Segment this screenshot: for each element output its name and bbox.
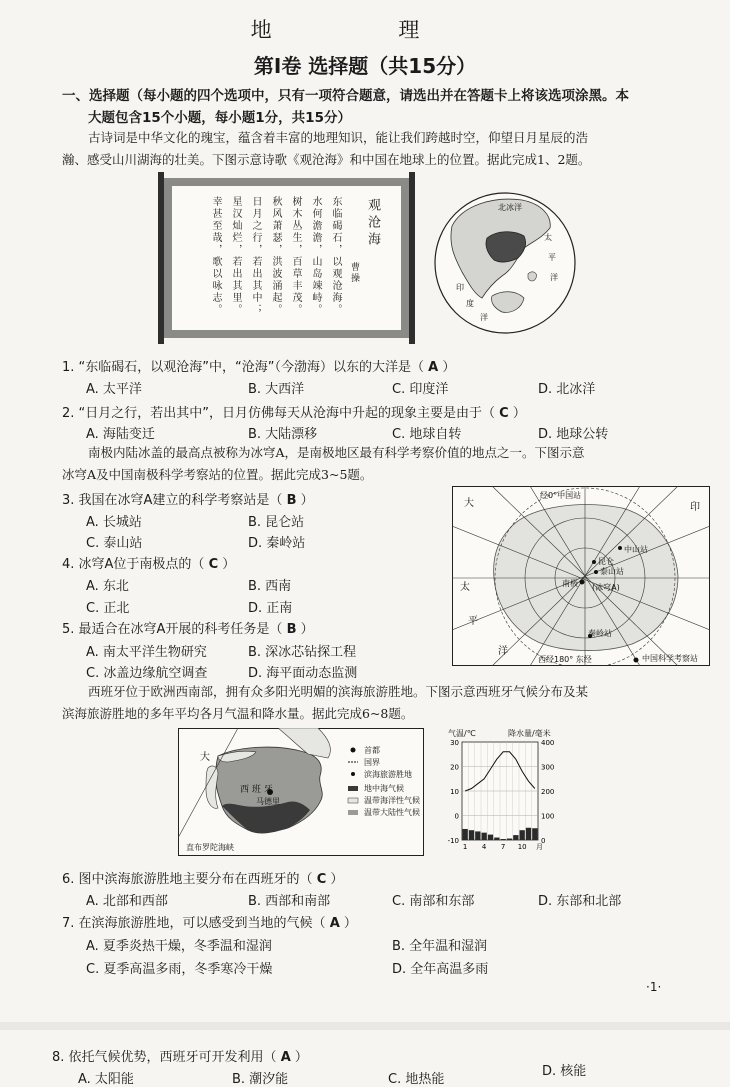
- spain-legend-resort: 滨海旅游胜地: [364, 770, 412, 779]
- climate-left-tick: 20: [450, 763, 459, 772]
- q1-stem: 1. “东临碣石，以观沧海”中，“沧海”（今渤海）以东的大洋是（: [62, 360, 424, 375]
- q1-option-b: B. 大西洋: [248, 382, 305, 397]
- antarctic-label-south-pole: 南极: [562, 579, 578, 588]
- spain-legend-continental: 温带大陆性气候: [364, 808, 420, 817]
- climate-right-tick: 200: [541, 788, 555, 796]
- intro1-line2: 瀚、感受山川湖海的壮美。下图示意诗歌《观沧海》和中国在地球上的位置。据此完成1、2题。: [62, 152, 591, 167]
- antarctic-label-pacific-1: 太: [460, 582, 470, 593]
- question-2: [62, 402, 526, 421]
- q8-close: ）: [294, 1050, 308, 1065]
- spain-legend-capital: 首都: [364, 746, 380, 755]
- globe-label-pacific-2: 平: [548, 253, 556, 262]
- q2-option-a: A. 海陆变迁: [86, 427, 155, 442]
- climate-precip-bar: [513, 835, 518, 840]
- antarctic-legend: 中国科学考察站: [642, 654, 698, 663]
- poem-line-4: 秋风萧瑟，洪波涌起。: [270, 196, 281, 316]
- q3-option-d: D. 秦岭站: [248, 536, 306, 551]
- spain-label-strait: 直布罗陀海峡: [186, 843, 234, 852]
- intro3-line1: 西班牙位于欧洲西南部，拥有众多阳光明媚的滨海旅游胜地。下图示意西班牙气候分布及某: [88, 684, 589, 699]
- q2-answer: C: [499, 406, 509, 421]
- q1-close: ）: [442, 360, 456, 375]
- globe-label-indian-3: 洋: [480, 313, 488, 322]
- intro2-line1: 南极内陆冰盖的最高点被称为冰穹A，是南极地区最有科学考察价值的地点之一。下图示意: [88, 445, 585, 460]
- globe-label-indian-1: 印: [456, 283, 464, 292]
- poem-line-1: 东临碣石，以观沧海。: [330, 196, 341, 316]
- q4-option-b: B. 西南: [248, 579, 292, 594]
- q8-option-d: D. 核能: [542, 1064, 587, 1079]
- climate-precip-bar: [463, 829, 468, 840]
- antarctic-label-indian: 印: [690, 502, 700, 513]
- poem-scroll-figure: [158, 172, 415, 344]
- q4-stem: 4. 冰穹A位于南极点的（: [62, 557, 205, 572]
- spain-label-ocean: 大: [200, 752, 210, 763]
- antarctic-label-meridian: 西经180° 东经: [538, 655, 592, 664]
- poem-author: 曹操: [349, 262, 359, 284]
- climate-x-unit: 月: [536, 843, 543, 851]
- question-8: [52, 1046, 308, 1065]
- q7-option-b: B. 全年温和湿润: [392, 939, 488, 954]
- climate-precip-bar: [469, 830, 474, 840]
- climate-precip-bar: [488, 835, 493, 840]
- q3-close: ）: [300, 493, 314, 508]
- question-1: [62, 356, 455, 375]
- question-5: [62, 618, 314, 637]
- q5-option-c: C. 冰盖边缘航空调查: [86, 666, 208, 681]
- climate-right-tick: 300: [541, 763, 555, 772]
- q8-option-a: A. 太阳能: [78, 1072, 134, 1087]
- q7-close: ）: [343, 916, 357, 931]
- antarctic-label-pacific-3: 洋: [498, 646, 508, 657]
- globe-figure: [432, 186, 578, 340]
- globe-label-arctic: 北冰洋: [498, 203, 522, 212]
- q1-answer: A: [428, 360, 439, 375]
- spain-legend-mediterranean: 地中海气候: [364, 784, 404, 793]
- section-instructions-line2: 大题包含15个小题，每小题1分，共15分）: [88, 110, 351, 126]
- climate-precip-bar: [520, 830, 525, 840]
- q7-answer: A: [329, 916, 340, 931]
- antarctic-label-zhongshan: 中山站: [624, 545, 648, 554]
- q4-option-a: A. 东北: [86, 579, 129, 594]
- climate-ylabel-left: 气温/℃: [448, 729, 476, 738]
- q5-option-a: A. 南太平洋生物研究: [86, 645, 207, 660]
- climate-x-tick: 10: [517, 843, 527, 851]
- q8-answer: A: [280, 1050, 291, 1065]
- antarctic-label-kunlun: 昆仑: [598, 557, 614, 566]
- antarctic-map-figure: [452, 486, 710, 666]
- poem-line-3: 树木丛生，百草丰茂。: [290, 196, 301, 316]
- q5-option-d: D. 海平面动态监测: [248, 666, 358, 681]
- q7-option-a: A. 夏季炎热干燥，冬季温和湿润: [86, 939, 272, 954]
- globe-label-pacific-1: 太: [544, 233, 552, 242]
- climate-right-tick: 100: [541, 812, 555, 821]
- climate-precip-bar: [501, 839, 506, 840]
- q2-option-b: B. 大陆漂移: [248, 427, 318, 442]
- q3-option-c: C. 泰山站: [86, 536, 143, 551]
- globe-label-indian-2: 度: [466, 299, 474, 308]
- q8-option-c: C. 地热能: [388, 1072, 445, 1087]
- page-number: ·1·: [646, 980, 662, 994]
- q6-close: ）: [330, 872, 344, 887]
- climate-precip-bar: [475, 831, 480, 840]
- intro2-line2: 冰穹A及中国南极科学考察站的位置。据此完成3~5题。: [62, 467, 373, 482]
- q6-answer: C: [316, 872, 327, 887]
- q7-option-d: D. 全年高温多雨: [392, 962, 489, 977]
- climate-left-tick: 30: [450, 739, 459, 747]
- climate-chart: [440, 728, 560, 856]
- antarctic-label-pacific-2: 平: [468, 616, 478, 627]
- q6-stem: 6. 图中滨海旅游胜地主要分布在西班牙的（: [62, 872, 313, 887]
- climate-right-tick: 400: [541, 739, 555, 747]
- climate-x-tick: 1: [462, 843, 468, 851]
- poem-line-7: 幸甚至哉，歌以咏志。: [210, 196, 221, 316]
- q8-stem: 8. 依托气候优势，西班牙可开发利用（: [52, 1050, 277, 1065]
- q3-answer: B: [286, 493, 297, 508]
- part-title: 第Ⅰ卷 选择题（共15分）: [253, 54, 477, 78]
- question-6: [62, 868, 343, 887]
- q2-close: ）: [512, 406, 526, 421]
- q2-stem: 2. “日月之行，若出其中”，日月仿佛每天从沧海中升起的现象主要是由于（: [62, 406, 496, 421]
- subject-title: 地 理: [250, 18, 480, 42]
- q4-option-d: D. 正南: [248, 601, 293, 616]
- q5-option-b: B. 深冰芯钻探工程: [248, 645, 357, 660]
- question-7: [62, 912, 357, 931]
- q6-option-c: C. 南部和东部: [392, 894, 475, 909]
- climate-right-tick: 0: [541, 837, 546, 845]
- antarctic-label-dome-a: (冰穹A): [592, 583, 620, 592]
- intro3-line2: 滨海旅游胜地的多年平均各月气温和降水量。据此完成6~8题。: [62, 706, 414, 721]
- globe-label-pacific-3: 洋: [550, 273, 558, 282]
- antarctic-label-atlantic: 大: [464, 498, 474, 509]
- spain-map-figure: [178, 728, 424, 856]
- q5-close: ）: [300, 622, 314, 637]
- q6-option-d: D. 东部和北部: [538, 894, 622, 909]
- q8-option-b: B. 潮汐能: [232, 1072, 289, 1087]
- section-instructions-line1: 一、选择题（每小题的四个选项中，只有一项符合题意，请选出并在答题卡上将该选项涂黑。本: [62, 88, 629, 104]
- climate-chart-figure: [440, 728, 560, 856]
- q3-stem: 3. 我国在冰穹A建立的科学考察站是（: [62, 493, 283, 508]
- q4-answer: C: [208, 557, 219, 572]
- q2-option-d: D. 地球公转: [538, 427, 609, 442]
- climate-ylabel-right: 降水量/毫米: [508, 729, 551, 738]
- antarctic-label-taishan: 泰山站: [600, 567, 624, 576]
- spain-legend-border: 国界: [364, 758, 380, 767]
- spain-label-capital: 马德里: [256, 797, 280, 806]
- climate-left-tick: -10: [447, 837, 459, 845]
- spain-legend-oceanic: 温带海洋性气候: [364, 796, 420, 805]
- poem-title: 观沧海: [365, 198, 380, 249]
- poem-line-5: 日月之行，若出其中；: [250, 196, 261, 316]
- intro1-line1: 古诗词是中华文化的瑰宝，蕴含着丰富的地理知识，能让我们跨越时空，仰望日月星辰的浩: [88, 130, 589, 145]
- q6-option-b: B. 西部和南部: [248, 894, 331, 909]
- q1-option-d: D. 北冰洋: [538, 382, 596, 397]
- q1-option-c: C. 印度洋: [392, 382, 449, 397]
- spain-label-country: 西 班 牙: [240, 785, 273, 795]
- q6-option-a: A. 北部和西部: [86, 894, 168, 909]
- q5-stem: 5. 最适合在冰穹A开展的科考任务是（: [62, 622, 283, 637]
- climate-x-tick: 4: [481, 843, 487, 851]
- poem-line-2: 水何澹澹，山岛竦峙。: [310, 196, 321, 316]
- q7-option-c: C. 夏季高温多雨，冬季寒冷干燥: [86, 962, 273, 977]
- q2-option-c: C. 地球自转: [392, 427, 462, 442]
- q5-answer: B: [286, 622, 297, 637]
- poem-line-6: 星汉灿烂，若出其里。: [230, 196, 241, 316]
- climate-precip-bar: [494, 838, 499, 840]
- antarctic-map: [452, 486, 710, 666]
- q3-option-b: B. 昆仑站: [248, 515, 305, 530]
- q1-option-a: A. 太平洋: [86, 382, 142, 397]
- climate-left-tick: 0: [454, 812, 459, 821]
- antarctic-label-top: 经0°中国站: [540, 491, 582, 500]
- antarctic-label-qinling: 秦岭站: [588, 629, 612, 638]
- q3-option-a: A. 长城站: [86, 515, 142, 530]
- q7-stem: 7. 在滨海旅游胜地，可以感受到当地的气候（: [62, 916, 326, 931]
- climate-precip-bar: [532, 828, 537, 840]
- climate-precip-bar: [482, 833, 487, 840]
- q4-option-c: C. 正北: [86, 601, 130, 616]
- climate-left-tick: 10: [450, 788, 459, 796]
- climate-x-tick: 7: [500, 843, 506, 851]
- climate-precip-bar: [507, 839, 512, 840]
- q4-close: ）: [222, 557, 236, 572]
- question-4: [62, 553, 235, 572]
- climate-precip-bar: [526, 828, 531, 840]
- question-3: [62, 489, 314, 508]
